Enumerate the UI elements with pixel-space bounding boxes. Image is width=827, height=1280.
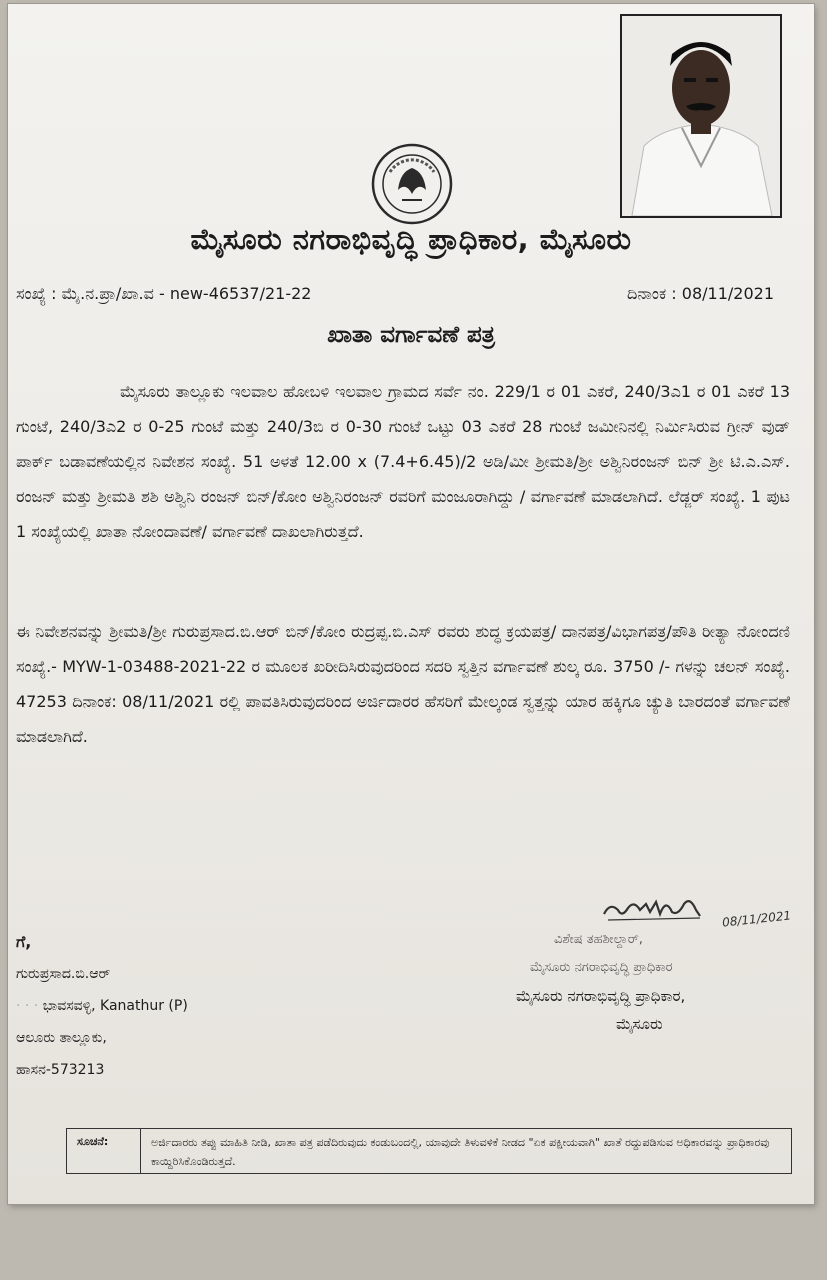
document-subtitle: ಖಾತಾ ವರ್ಗಾವಣೆ ಪತ್ರ: [327, 322, 495, 348]
signatory-office: ಮೈಸೂರು ನಗರಾಭಿವೃದ್ಧಿ ಪ್ರಾಧಿಕಾರ,: [516, 987, 686, 1005]
recipient-address-line-2: ಆಲೂರು ತಾಲ್ಲೂಕು,: [16, 1030, 107, 1046]
authority-title: ಮೈಸೂರು ನಗರಾಭಿವೃದ್ಧಿ ಪ್ರಾಧಿಕಾರ, ಮೈಸೂರು: [190, 222, 632, 256]
recipient-name: ಗುರುಪ್ರಸಾದ.ಬಿ.ಆರ್: [16, 966, 111, 982]
recipient-address: [16, 926, 188, 1086]
footer-note-label: ಸೂಚನೆ:: [67, 1129, 141, 1173]
signatory-designation: ವಿಶೇಷ ತಹಶೀಲ್ದಾರ್,: [554, 932, 643, 947]
footer-note: [66, 1128, 792, 1174]
government-seal-icon: [370, 142, 454, 226]
paragraph-transfer: ಈ ನಿವೇಶನವನ್ನು ಶ್ರೀಮತಿ/ಶ್ರೀ ಗುರುಪ್ರಸಾದ.ಬಿ.ಆರ್ ಬಿನ್/ಕೋಂ ರುದ್ರಪ್ಪ.ಬಿ.ಎಸ್ ರವರು ಶುದ್ಧ ಕ್ರಯಪತ್ರ/ ದಾನಪತ್ರ/ವಿಭಾಗಪತ್ರ/ಪೌತಿ ರೀತ್ಯಾ ನೋಂದಣಿ ಸಂಖ್ಯೆ.- MYW-1-03488-2021-22 ರ ಮೂಲಕ ಖರೀದಿಸಿರುವುದರಿಂದ ಸದರಿ ಸ್ವತ್ತಿನ ವರ್ಗಾವಣೆ ಶುಲ್ಕ ರೂ. 3750 /- ಗಳನ್ನು ಚಲನ್ ಸಂಖ್ಯೆ. 47253 ದಿನಾಂಕ: 08/11/2021 ರಲ್ಲಿ ಪಾವತಿಸಿರುವುದರಿಂದ ಅರ್ಜಿದಾರರ ಹೆಸರಿಗೆ ಮೇಲ್ಕಂಡ ಸ್ವತ್ತನ್ನು ಯಾರ ಹಕ್ಕಿಗೂ ಚ್ಯುತಿ ಬಾರದಂತೆ ವರ್ಗಾವಣೆ ಮಾಡಲಾಗಿದೆ.: [16, 622, 790, 746]
issue-date: ದಿನಾಂಕ : 08/11/2021: [627, 284, 774, 303]
signatory-city: ಮೈಸೂರು: [616, 1015, 663, 1033]
recipient-address-line-3: ಹಾಸನ-573213: [16, 1062, 105, 1078]
paragraph-allotment: ಮೈಸೂರು ತಾಲ್ಲೂಕು ಇಲವಾಲ ಹೋಬಳಿ ಇಲವಾಲ ಗ್ರಾಮದ ಸರ್ವೆ ನಂ. 229/1 ರ 01 ಎಕರೆ, 240/3ಎ1 ರ 01 ಎಕರೆ 13 ಗುಂಟೆ, 240/3ಎ2 ರ 0-25 ಗುಂಟೆ ಮತ್ತು 240/3ಬಿ ರ 0-30 ಗುಂಟೆ ಒಟ್ಟು 03 ಎಕರೆ 28 ಗುಂಟೆ ಜಮೀನಿನಲ್ಲಿ ನಿರ್ಮಿಸಿರುವ ಗ್ರೀನ್ ವುಡ್ ಪಾರ್ಕ್ ಬಡಾವಣೆಯಲ್ಲಿನ ನಿವೇಶನ ಸಂಖ್ಯೆ. 51 ಅಳತೆ 12.00 x (7.4+6.45)/2 ಅಡಿ/ಮೀ ಶ್ರೀಮತಿ/ಶ್ರೀ ಅಶ್ವಿನಿರಂಜನ್ ಬಿನ್ ಶ್ರೀ ಟಿ.ಎ.ಎಸ್. ರಂಜನ್ ಮತ್ತು ಶ್ರೀಮತಿ ಶಶಿ ಅಶ್ವಿನಿ ರಂಜನ್ ಬಿನ್/ಕೋಂ ಅಶ್ವಿನಿರಂಜನ್ ರವರಿಗೆ ಮಂಜೂರಾಗಿದ್ದು / ವರ್ಗಾವಣೆ ಮಾಡಲಾಗಿದೆ. ಲೆಡ್ಜರ್ ಸಂಖ್ಯೆ. 1 ಪುಟ 1 ಸಂಖ್ಯೆಯಲ್ಲಿ ಖಾತಾ ನೋಂದಾವಣೆ/ ವರ್ಗಾವಣೆ ದಾಖಲಾಗಿರುತ್ತದೆ.: [16, 382, 790, 541]
signatory-office-stamp: ಮೈಸೂರು ನಗರಾಭಿವೃದ್ಧಿ ಪ್ರಾಧಿಕಾರ: [530, 960, 673, 975]
footer-note-text: ಅರ್ಜಿದಾರರು ತಪ್ಪು ಮಾಹಿತಿ ನೀಡಿ, ಖಾತಾ ಪತ್ರ ಪಡೆದಿರುವುದು ಕಂಡುಬಂದಲ್ಲಿ, ಯಾವುದೇ ತಿಳುವಳಿಕೆ ನೀಡದ "ಏಕ ಪಕ್ಷೀಯವಾಗಿ" ಖಾತೆ ರದ್ದುಪಡಿಸುವ ಅಧಿಕಾರವನ್ನು ಪ್ರಾಧಿಕಾರವು ಕಾಯ್ದಿರಿಸಿಕೊಂಡಿರುತ್ತದೆ.: [151, 1136, 770, 1168]
redacted-mark: · · ·: [16, 998, 43, 1014]
recipient-address-line-1: · · · ಭಾವಸವಳ್ಳಿ, Kanathur (P): [16, 998, 188, 1014]
document-page: [8, 4, 814, 1204]
reference-number: ಸಂಖ್ಯೆ : ಮೈ.ನ.ಪ್ರಾ/ಖಾ.ವ - new-46537/21-22: [16, 284, 312, 303]
signatory-block: [516, 926, 685, 1038]
applicant-photo: [620, 14, 782, 218]
handwritten-date: 08/11/2021: [721, 908, 792, 930]
salutation: ಗೆ,: [16, 932, 32, 951]
